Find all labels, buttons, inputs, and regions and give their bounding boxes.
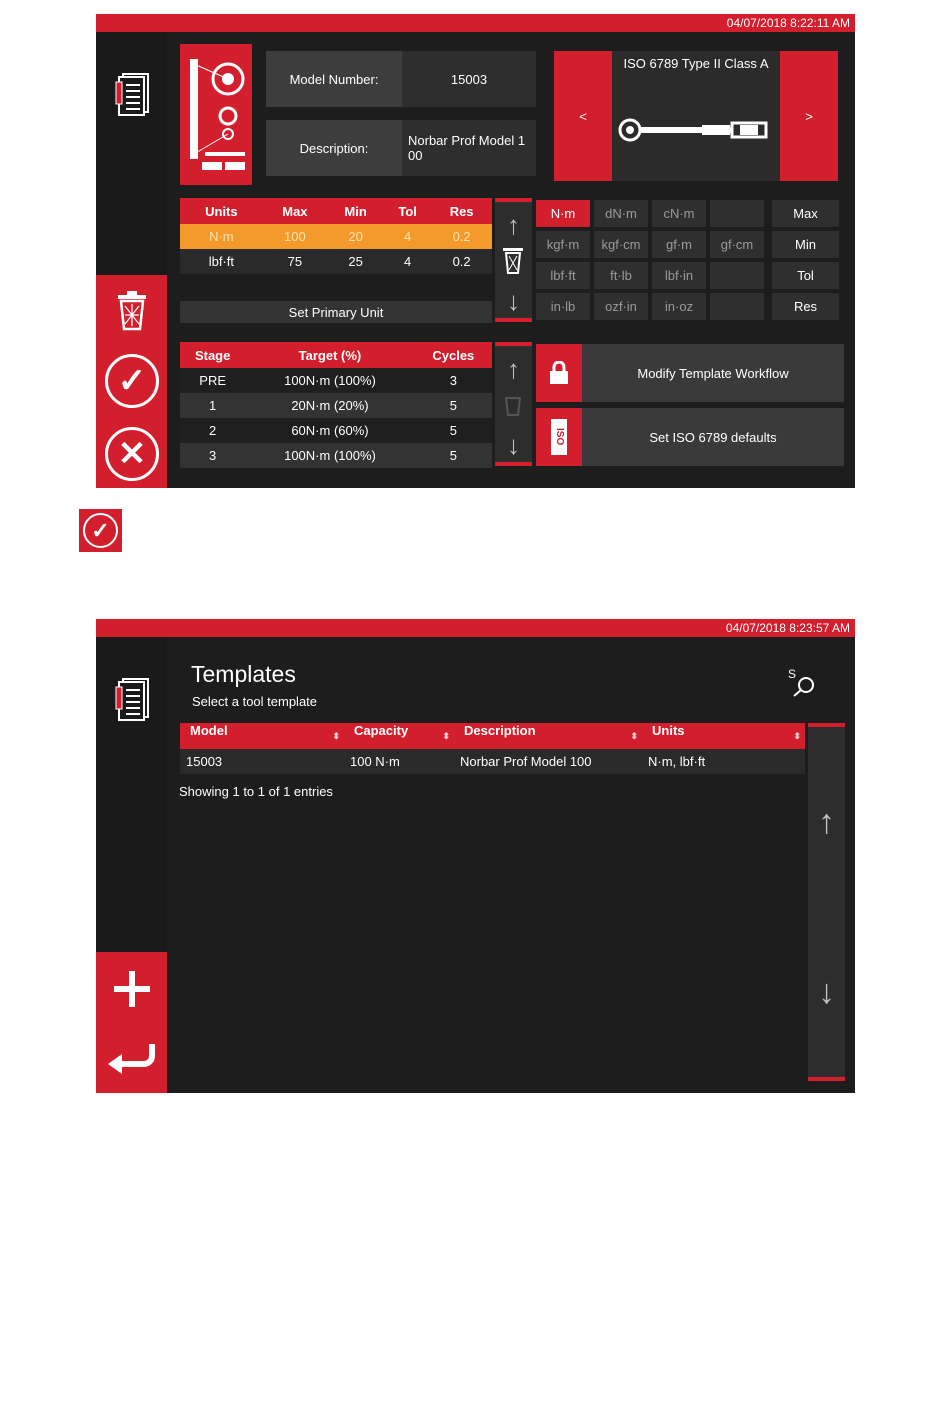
tool-diagram-icon: [180, 44, 252, 185]
trash-icon[interactable]: [502, 246, 524, 274]
iso-icon: ISO: [551, 419, 567, 455]
table-cell: 4: [404, 254, 412, 269]
table-cell: 25: [348, 254, 363, 269]
table-cell: 20N·m (20%): [291, 398, 369, 413]
col-max: Max: [263, 198, 327, 224]
add-icon[interactable]: [113, 970, 151, 1008]
sidebar: [96, 637, 167, 1093]
unit-button[interactable]: in·lb: [536, 293, 590, 320]
table-cell: 20: [348, 229, 363, 244]
min-button[interactable]: Min: [772, 231, 839, 258]
scroll-cap: [495, 462, 532, 466]
table-cell: 75: [287, 254, 303, 269]
table-cell: 0.2: [452, 254, 471, 269]
table-cell: 100 N·m: [350, 754, 400, 769]
table-cell: 2: [209, 423, 217, 438]
table-cell: 0.2: [452, 229, 471, 244]
model-number-value: 15003: [402, 51, 536, 107]
unit-button[interactable]: ozf·in: [594, 293, 648, 320]
res-button[interactable]: Res: [772, 293, 839, 320]
class-title: ISO 6789 Type II Class A: [623, 56, 769, 71]
status-bar: [96, 619, 855, 637]
table-cell: N·m: [209, 229, 234, 244]
scroll-cap: [495, 318, 532, 322]
col-tol: Tol: [384, 198, 431, 224]
document-icon[interactable]: [114, 72, 150, 116]
template-editor-screen: [96, 14, 855, 488]
torque-wrench-icon: [618, 118, 774, 142]
max-button[interactable]: Max: [772, 200, 839, 227]
set-iso-defaults-button[interactable]: [536, 408, 844, 466]
sidebar-actions: [96, 952, 167, 1093]
unit-button[interactable]: ft·lb: [594, 262, 648, 289]
col-res: Res: [431, 198, 492, 224]
set-iso-defaults-label: Set ISO 6789 defaults: [649, 429, 777, 445]
stage-scroll-column: [495, 342, 532, 466]
tol-button[interactable]: Tol: [772, 262, 839, 289]
class-selector: [554, 51, 838, 181]
table-cell: 4: [404, 229, 412, 244]
iso-icon-container: [536, 408, 582, 466]
confirm-icon-tile: [79, 509, 122, 552]
check-icon: ✓: [83, 513, 118, 548]
scroll-up-icon[interactable]: ↑: [818, 803, 835, 841]
search-icon: [792, 675, 816, 697]
description-value: Norbar Prof Model 100: [402, 120, 536, 176]
table-cell: 100N·m (100%): [284, 373, 376, 388]
page-subtitle: Select a tool template: [192, 694, 318, 709]
sort-icon[interactable]: ⬍: [442, 731, 450, 741]
unit-button[interactable]: [710, 293, 764, 320]
table-cell: Norbar Prof Model 100: [460, 754, 592, 769]
table-row[interactable]: [180, 368, 492, 393]
table-cell: 100N·m (100%): [284, 448, 376, 463]
modify-template-workflow-label: Modify Template Workflow: [637, 365, 789, 381]
model-number-label: Model Number:: [266, 51, 402, 107]
table-cell: 15003: [186, 754, 223, 769]
col-description[interactable]: [454, 723, 642, 749]
scroll-cap: [808, 723, 845, 727]
units-table: [180, 198, 492, 274]
scroll-down-icon[interactable]: ↓: [507, 430, 520, 460]
status-bar: [96, 14, 855, 32]
table-cell: lbf·ft: [208, 254, 234, 269]
col-capacity[interactable]: [344, 723, 454, 749]
table-row[interactable]: [180, 393, 492, 418]
sort-icon[interactable]: ⬍: [793, 731, 801, 741]
table-row[interactable]: [180, 443, 492, 468]
page-title: Templates: [191, 661, 296, 687]
col-label: Description: [464, 723, 536, 738]
table-cell: 5: [449, 398, 457, 413]
scroll-up-icon[interactable]: ↑: [507, 210, 520, 240]
table-cell: 3: [209, 448, 217, 463]
col-target: Target (%): [245, 342, 414, 368]
search-button[interactable]: [788, 667, 816, 697]
sidebar-actions: [96, 275, 167, 488]
scroll-down-icon[interactable]: ↓: [507, 286, 520, 316]
table-cell: 1: [209, 398, 217, 413]
back-icon[interactable]: [106, 1042, 158, 1074]
unit-button[interactable]: N·m: [536, 200, 590, 227]
timestamp: 04/07/2018 8:23:57 AM: [725, 621, 850, 635]
table-cell: 5: [449, 448, 457, 463]
unit-button-grid: [536, 200, 768, 324]
col-stage: Stage: [180, 342, 245, 368]
lock-icon-container: [536, 344, 582, 402]
col-cycles: Cycles: [415, 342, 492, 368]
unit-button[interactable]: gf·cm: [710, 231, 764, 258]
trash-icon[interactable]: [115, 291, 149, 331]
sidebar: [96, 32, 167, 488]
scroll-up-icon[interactable]: ↑: [507, 354, 520, 384]
confirm-button[interactable]: ✓: [105, 354, 159, 408]
table-row[interactable]: [180, 224, 492, 249]
next-class-button[interactable]: >: [780, 51, 838, 181]
lock-icon: [549, 361, 569, 385]
cancel-button[interactable]: ✕: [105, 427, 159, 481]
templates-scroll-column: [808, 723, 845, 1081]
unit-button[interactable]: gf·m: [652, 231, 706, 258]
col-label: Capacity: [354, 723, 409, 738]
tool-thumbnail: [180, 44, 252, 185]
table-cell: PRE: [199, 373, 227, 388]
col-units: Units: [180, 198, 263, 224]
model-number-field[interactable]: [266, 51, 536, 107]
table-cell: 60N·m (60%): [291, 423, 369, 438]
trash-icon: [504, 394, 522, 416]
col-min: Min: [327, 198, 384, 224]
stage-table: [180, 342, 492, 468]
unit-button[interactable]: lbf·in: [652, 262, 706, 289]
unit-button[interactable]: kgf·m: [536, 231, 590, 258]
table-cell: 100: [284, 229, 306, 244]
scroll-cap: [808, 1077, 845, 1081]
table-row[interactable]: [180, 749, 805, 774]
unit-button[interactable]: cN·m: [652, 200, 706, 227]
unit-button[interactable]: kgf·cm: [594, 231, 648, 258]
description-label: Description:: [266, 120, 402, 176]
entries-info: Showing 1 to 1 of 1 entries: [179, 784, 333, 799]
col-model[interactable]: [180, 723, 344, 749]
set-primary-unit-button[interactable]: Set Primary Unit: [180, 301, 492, 323]
table-row[interactable]: [180, 249, 492, 274]
sort-icon[interactable]: ⬍: [332, 731, 340, 741]
description-field[interactable]: [266, 120, 536, 176]
units-scroll-column: [495, 198, 532, 322]
search-letter: S: [788, 667, 797, 681]
scroll-cap: [495, 198, 532, 202]
unit-button[interactable]: dN·m: [594, 200, 648, 227]
table-row[interactable]: [180, 418, 492, 443]
modify-template-workflow-button[interactable]: [536, 344, 844, 402]
unit-button[interactable]: [710, 262, 764, 289]
scroll-down-icon[interactable]: ↓: [818, 973, 835, 1011]
unit-button[interactable]: in·oz: [652, 293, 706, 320]
col-label: Units: [652, 723, 685, 738]
sort-icon[interactable]: ⬍: [630, 731, 638, 741]
templates-screen: [96, 619, 855, 1093]
unit-button[interactable]: [710, 200, 764, 227]
table-cell: 5: [449, 423, 457, 438]
col-units[interactable]: [642, 723, 805, 749]
scroll-cap: [495, 342, 532, 346]
timestamp: 04/07/2018 8:22:11 AM: [726, 16, 850, 30]
document-icon[interactable]: [114, 677, 150, 721]
unit-button[interactable]: lbf·ft: [536, 262, 590, 289]
prev-class-button[interactable]: <: [554, 51, 612, 181]
table-cell: N·m, lbf·ft: [648, 754, 706, 769]
templates-table: [180, 723, 805, 774]
col-label: Model: [190, 723, 228, 738]
table-cell: 3: [449, 373, 457, 388]
